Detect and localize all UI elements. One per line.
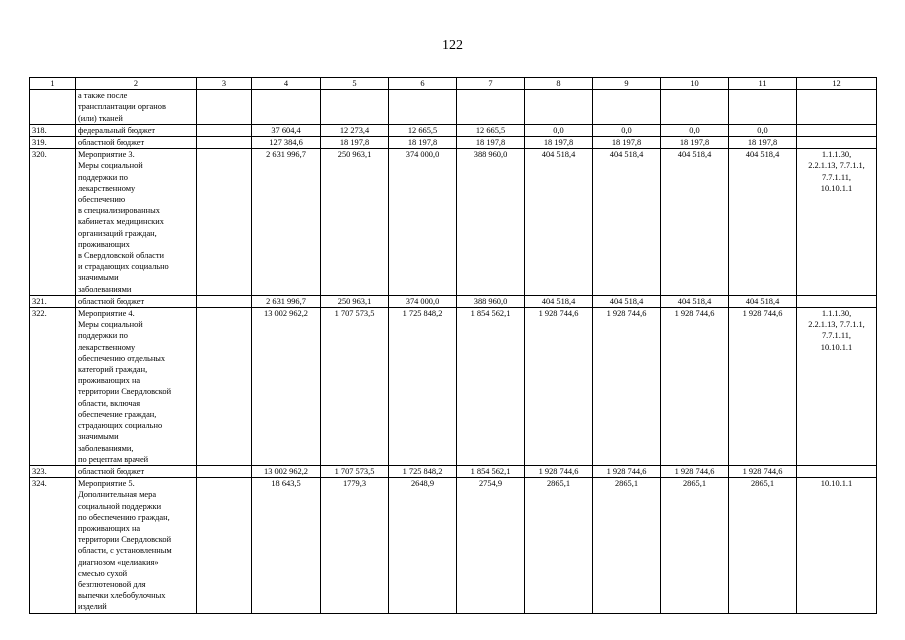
table-row [30, 465, 877, 477]
row-value [389, 90, 457, 125]
header-cell: 12 [797, 78, 877, 90]
row-value: 1 854 562,1 [457, 308, 525, 466]
header-cell: 2 [76, 78, 197, 90]
row-reference: 1.1.1.30, 2.2.1.13, 7.7.1.1, 7.7.1.11, 10.10.1.1 [797, 308, 877, 466]
row-value: 12 665,5 [457, 124, 525, 136]
page-number: 122 [442, 38, 463, 53]
row-number: 322. [30, 308, 76, 466]
row-name: федеральный бюджет [76, 124, 197, 136]
row-value: 2754,9 [457, 478, 525, 613]
header-cell: 10 [661, 78, 729, 90]
header-cell: 4 [252, 78, 321, 90]
row-value: 404 518,4 [729, 149, 797, 296]
table-body [30, 78, 877, 614]
row-name: областной бюджет [76, 137, 197, 149]
row-column-3 [197, 308, 252, 466]
header-cell: 9 [593, 78, 661, 90]
row-value [661, 90, 729, 125]
row-value [321, 90, 389, 125]
row-value: 127 384,6 [252, 137, 321, 149]
header-cell: 5 [321, 78, 389, 90]
row-value: 13 002 962,2 [252, 465, 321, 477]
row-value: 404 518,4 [661, 295, 729, 307]
row-value: 1 928 744,6 [729, 308, 797, 466]
row-value: 250 963,1 [321, 295, 389, 307]
row-column-3 [197, 295, 252, 307]
table-row [30, 295, 877, 307]
row-name: областной бюджет [76, 295, 197, 307]
row-value: 13 002 962,2 [252, 308, 321, 466]
row-value: 2865,1 [525, 478, 593, 613]
row-value: 18 197,8 [729, 137, 797, 149]
row-reference [797, 137, 877, 149]
budget-table [29, 77, 877, 614]
row-name: а также после трансплантации органов (или) тканей [76, 90, 197, 125]
row-reference: 1.1.1.30, 2.2.1.13, 7.7.1.1, 7.7.1.11, 10.10.1.1 [797, 149, 877, 296]
row-value: 18 197,8 [525, 137, 593, 149]
row-column-3 [197, 149, 252, 296]
row-number: 321. [30, 295, 76, 307]
row-value: 1 928 744,6 [661, 465, 729, 477]
header-cell: 3 [197, 78, 252, 90]
row-value: 1 928 744,6 [525, 308, 593, 466]
row-value: 1 928 744,6 [525, 465, 593, 477]
table-row [30, 137, 877, 149]
row-value: 250 963,1 [321, 149, 389, 296]
row-name: Мероприятие 4. Меры социальной поддержки по лекарственному обеспечению отдельных категорий граждан, проживающих на территории Свердловской области, включая обеспечение граждан, страдающих социально значимыми заболеваниями, по рецептам врачей [76, 308, 197, 466]
table-header-row [30, 78, 877, 90]
row-value: 12 665,5 [389, 124, 457, 136]
row-value [457, 90, 525, 125]
row-column-3 [197, 137, 252, 149]
row-value: 1 707 573,5 [321, 465, 389, 477]
table-row [30, 90, 877, 125]
row-value: 0,0 [729, 124, 797, 136]
row-number: 323. [30, 465, 76, 477]
row-value: 2865,1 [593, 478, 661, 613]
row-reference [797, 295, 877, 307]
row-value: 1 928 744,6 [729, 465, 797, 477]
row-value: 0,0 [661, 124, 729, 136]
row-number: 324. [30, 478, 76, 613]
row-name: областной бюджет [76, 465, 197, 477]
row-value: 404 518,4 [593, 295, 661, 307]
row-value: 388 960,0 [457, 295, 525, 307]
row-value: 2648,9 [389, 478, 457, 613]
row-value: 388 960,0 [457, 149, 525, 296]
row-number: 319. [30, 137, 76, 149]
row-value: 18 197,8 [593, 137, 661, 149]
row-value: 0,0 [525, 124, 593, 136]
row-value: 404 518,4 [729, 295, 797, 307]
row-number: 320. [30, 149, 76, 296]
row-column-3 [197, 90, 252, 125]
row-value: 1 854 562,1 [457, 465, 525, 477]
row-reference: 10.10.1.1 [797, 478, 877, 613]
row-value: 2 631 996,7 [252, 149, 321, 296]
row-value: 374 000,0 [389, 295, 457, 307]
header-cell: 7 [457, 78, 525, 90]
row-value: 1779,3 [321, 478, 389, 613]
header-cell: 11 [729, 78, 797, 90]
row-value: 404 518,4 [525, 295, 593, 307]
row-value: 1 725 848,2 [389, 465, 457, 477]
row-value: 12 273,4 [321, 124, 389, 136]
table-row [30, 308, 877, 466]
row-value: 1 928 744,6 [593, 465, 661, 477]
header-cell: 6 [389, 78, 457, 90]
header-cell: 1 [30, 78, 76, 90]
row-value [525, 90, 593, 125]
row-value: 1 707 573,5 [321, 308, 389, 466]
row-column-3 [197, 124, 252, 136]
table-row [30, 478, 877, 613]
row-value: 2865,1 [729, 478, 797, 613]
row-value: 18 643,5 [252, 478, 321, 613]
row-value: 1 928 744,6 [661, 308, 729, 466]
row-value: 1 928 744,6 [593, 308, 661, 466]
row-column-3 [197, 465, 252, 477]
row-value: 1 725 848,2 [389, 308, 457, 466]
table-row [30, 149, 877, 296]
row-value: 404 518,4 [525, 149, 593, 296]
row-value: 18 197,8 [321, 137, 389, 149]
row-column-3 [197, 478, 252, 613]
row-value: 18 197,8 [389, 137, 457, 149]
row-reference [797, 124, 877, 136]
row-value: 0,0 [593, 124, 661, 136]
header-cell: 8 [525, 78, 593, 90]
row-name: Мероприятие 5. Дополнительная мера социальной поддержки по обеспечению граждан, проживающих на территории Свердловской области, с установленным диагнозом «целиакия» смесью сухой безглютеновой для выпечки хлебобулочных изделий [76, 478, 197, 613]
row-number: 318. [30, 124, 76, 136]
row-value: 2865,1 [661, 478, 729, 613]
row-name: Мероприятие 3. Меры социальной поддержки по лекарственному обеспечению в специализированных кабинетах медицинских организаций граждан, проживающих в Свердловской области и страдающих социально значимыми заболеваниями [76, 149, 197, 296]
row-value: 2 631 996,7 [252, 295, 321, 307]
table-row [30, 124, 877, 136]
row-value: 18 197,8 [661, 137, 729, 149]
row-value: 374 000,0 [389, 149, 457, 296]
row-reference [797, 465, 877, 477]
row-value: 404 518,4 [661, 149, 729, 296]
row-value [593, 90, 661, 125]
row-value [252, 90, 321, 125]
row-reference [797, 90, 877, 125]
row-value: 37 604,4 [252, 124, 321, 136]
row-value [729, 90, 797, 125]
row-value: 18 197,8 [457, 137, 525, 149]
row-value: 404 518,4 [593, 149, 661, 296]
row-number [30, 90, 76, 125]
